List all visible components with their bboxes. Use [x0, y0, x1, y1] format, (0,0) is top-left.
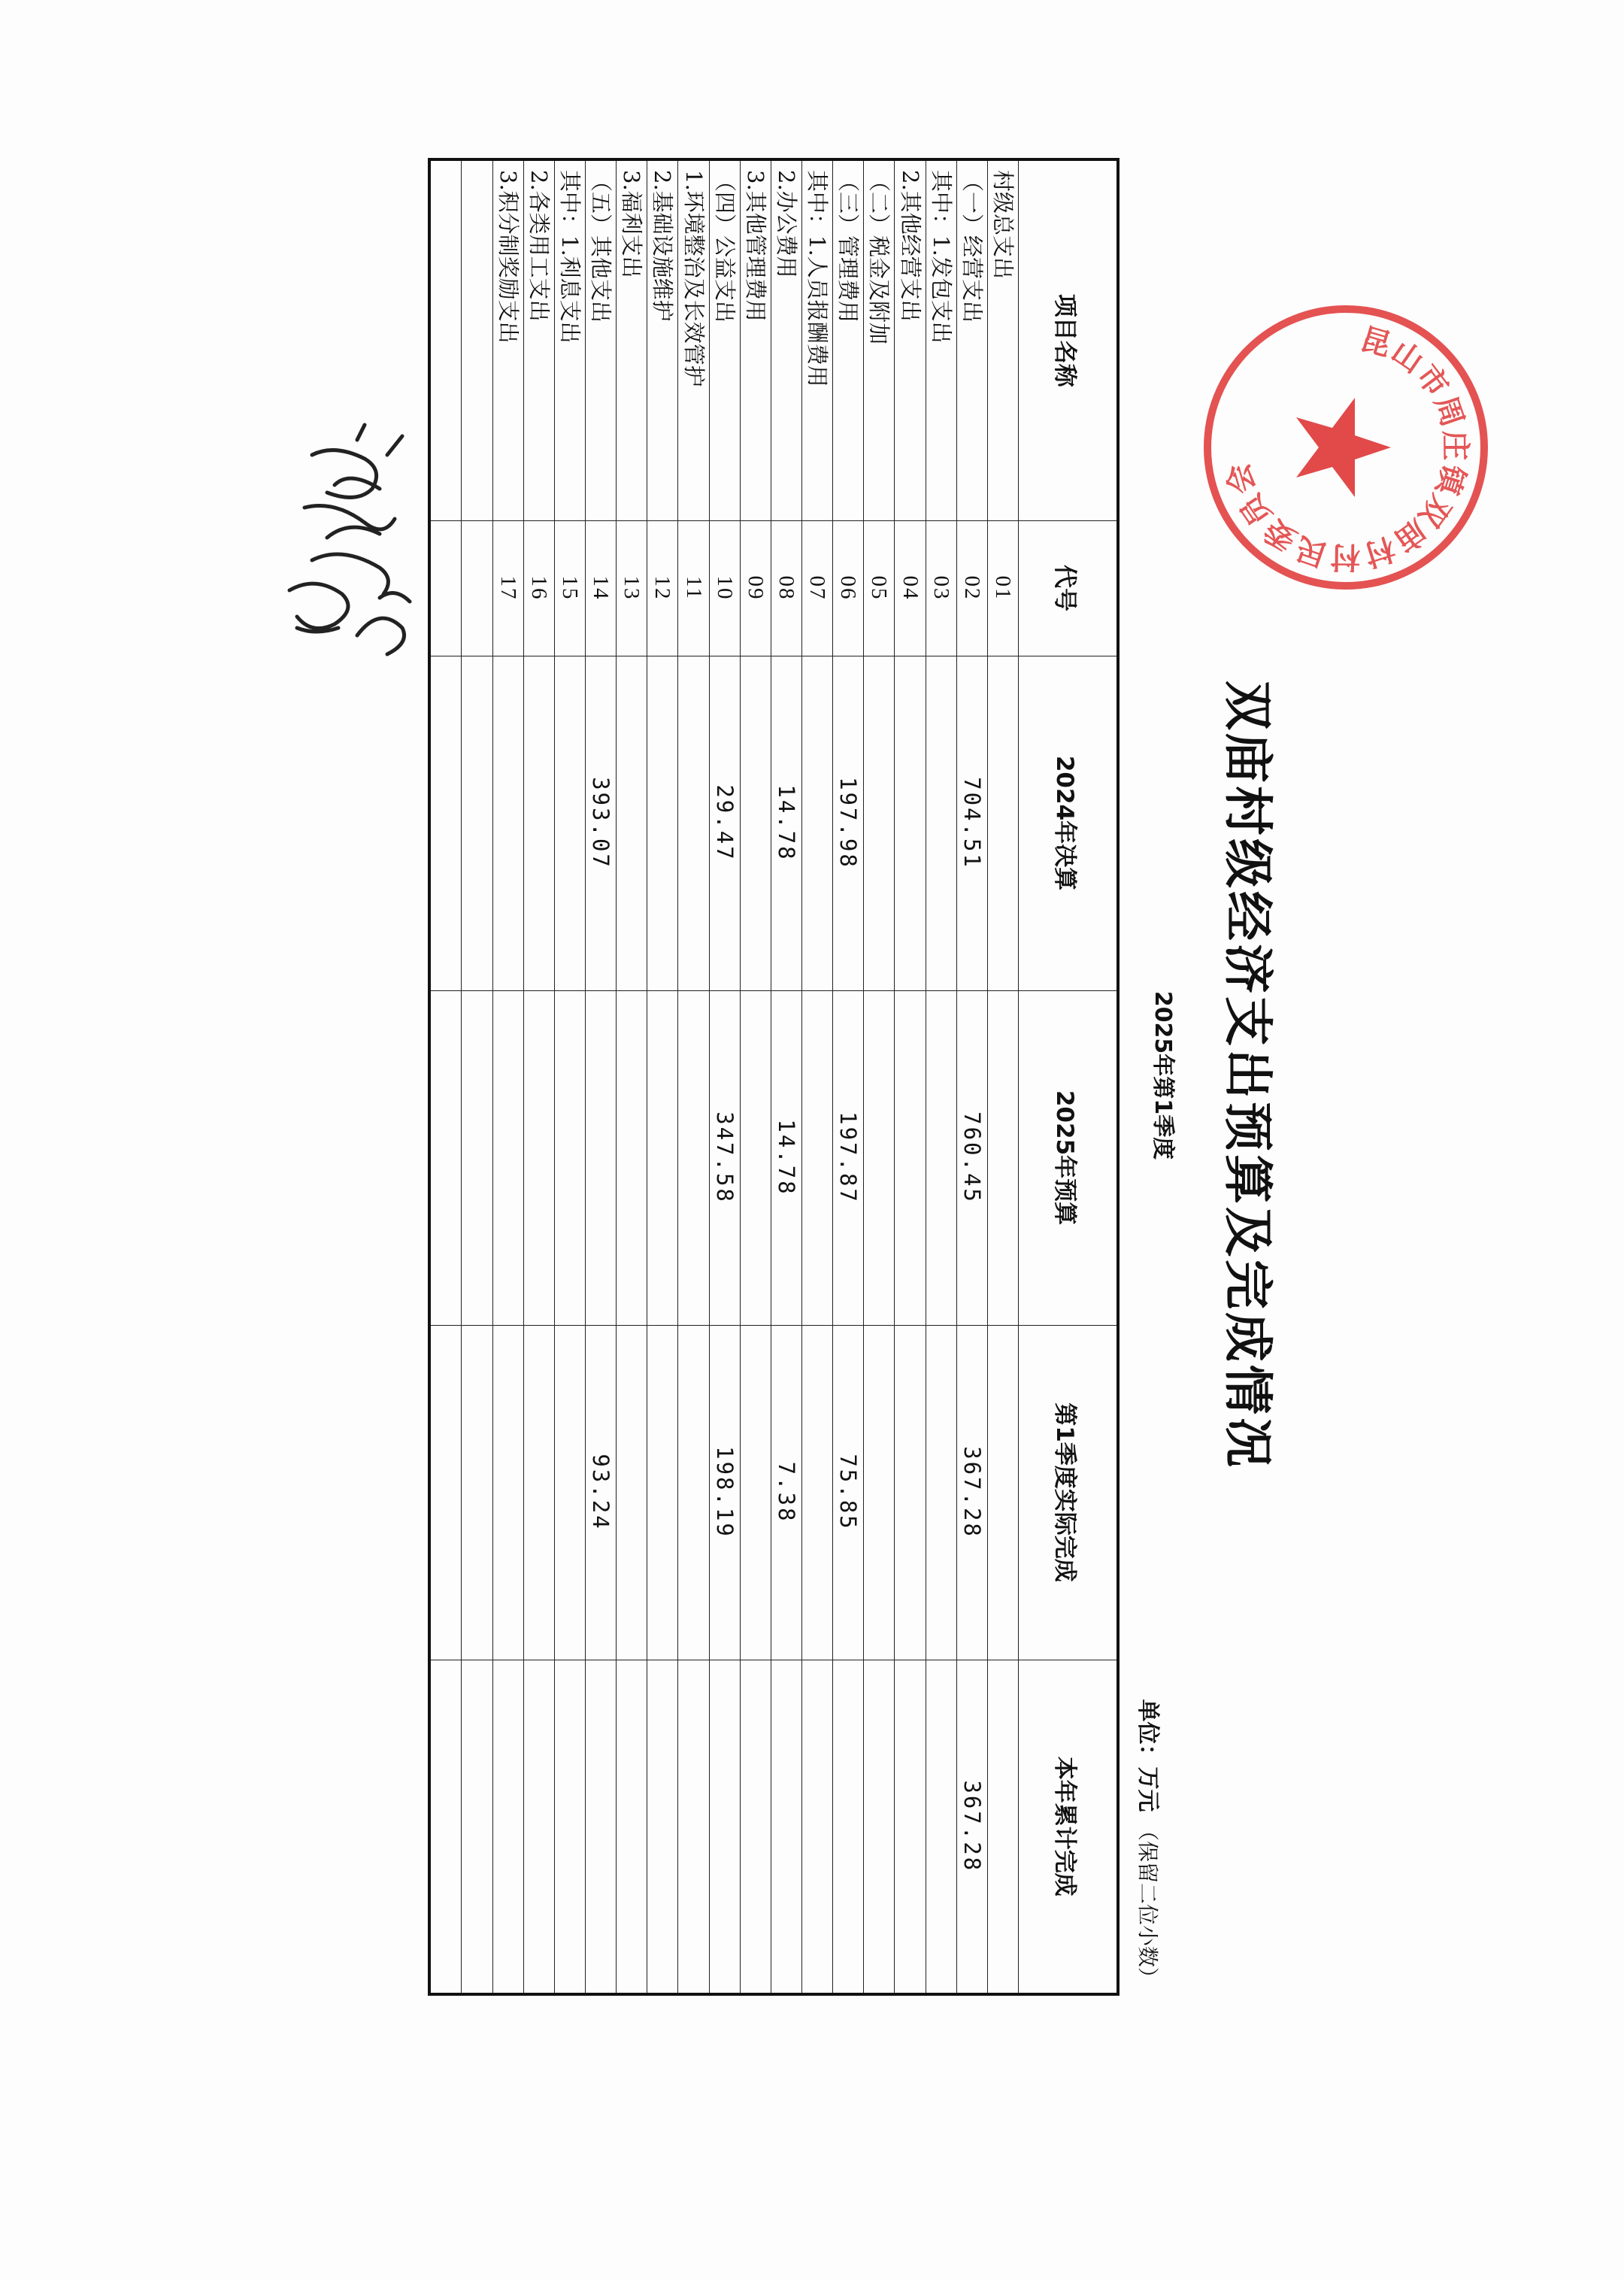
- cell-q1-actual: 198.19: [709, 1325, 740, 1660]
- cell-q1-actual: [554, 1325, 585, 1660]
- cell-name: 3.积分制奖励支出: [492, 159, 523, 520]
- cell-final-2024: [492, 656, 523, 990]
- table-row: [647, 159, 678, 1994]
- cell-name: 2.各类用工支出: [523, 159, 554, 520]
- table-row: [740, 159, 771, 1994]
- cell-code: 02: [956, 520, 987, 656]
- cell-code: 11: [678, 520, 709, 656]
- unit-note: （保留二位小数）: [1135, 1819, 1160, 1988]
- cell-code: 08: [771, 520, 801, 656]
- cell-code: 01: [987, 520, 1018, 656]
- cell-budget-2025: [864, 990, 895, 1325]
- cell-ytd: [833, 1660, 864, 1994]
- cell-q1-actual: [647, 1325, 678, 1660]
- cell-final-2024: [429, 656, 462, 990]
- cell-ytd: [554, 1660, 585, 1994]
- cell-name: （三）管理费用: [833, 159, 864, 520]
- cell-final-2024: [864, 656, 895, 990]
- cell-budget-2025: [987, 990, 1018, 1325]
- cell-q1-actual: [926, 1325, 956, 1660]
- report-title: 双庙村级经济支出预算及完成情况: [1219, 681, 1277, 1470]
- cell-name: 3.其他管理费用: [740, 159, 771, 520]
- cell-budget-2025: 760.45: [956, 990, 987, 1325]
- table-row: [617, 159, 647, 1994]
- cell-q1-actual: [740, 1325, 771, 1660]
- cell-code: 14: [586, 520, 617, 656]
- cell-q1-actual: [523, 1325, 554, 1660]
- cell-code: [462, 520, 492, 656]
- cell-budget-2025: [523, 990, 554, 1325]
- report-period: 2025年第1季度: [1150, 990, 1176, 1160]
- table-row: [554, 159, 585, 1994]
- cell-name: （五）其他支出: [586, 159, 617, 520]
- cell-budget-2025: [429, 990, 462, 1325]
- cell-final-2024: 197.98: [833, 656, 864, 990]
- cell-ytd: [617, 1660, 647, 1994]
- table-header-row: [1019, 159, 1119, 1994]
- cell-final-2024: [926, 656, 956, 990]
- cell-final-2024: [617, 656, 647, 990]
- unit-label: [1125, 1699, 1170, 1988]
- table-row: [956, 159, 987, 1994]
- cell-name: 3.福利支出: [617, 159, 647, 520]
- cell-budget-2025: [895, 990, 926, 1325]
- cell-code: 12: [647, 520, 678, 656]
- cell-q1-actual: [492, 1325, 523, 1660]
- cell-code: 15: [554, 520, 585, 656]
- cell-budget-2025: [492, 990, 523, 1325]
- cell-q1-actual: [678, 1325, 709, 1660]
- cell-final-2024: [987, 656, 1018, 990]
- unit-text: 单位：万元: [1135, 1699, 1161, 1812]
- expenditure-table: [428, 158, 1120, 1996]
- cell-final-2024: [740, 656, 771, 990]
- cell-code: 05: [864, 520, 895, 656]
- cell-code: 07: [802, 520, 833, 656]
- cell-code: 10: [709, 520, 740, 656]
- cell-ytd: [709, 1660, 740, 1994]
- cell-budget-2025: [926, 990, 956, 1325]
- official-seal: [1195, 297, 1496, 598]
- cell-name: 其中：1.人员报酬费用: [802, 159, 833, 520]
- cell-name: （二）税金及附加: [864, 159, 895, 520]
- cell-ytd: [678, 1660, 709, 1994]
- cell-ytd: [740, 1660, 771, 1994]
- cell-budget-2025: 14.78: [771, 990, 801, 1325]
- cell-code: 03: [926, 520, 956, 656]
- table-body: [429, 159, 1019, 1994]
- header-name: 项目名称: [1019, 159, 1119, 520]
- cell-ytd: [895, 1660, 926, 1994]
- table-row: [709, 159, 740, 1994]
- cell-ytd: [462, 1660, 492, 1994]
- cell-final-2024: 14.78: [771, 656, 801, 990]
- cell-ytd: [523, 1660, 554, 1994]
- svg-text:昆山市周庄镇双庙村村民委员会: 昆山市周庄镇双庙村村民委员会: [1220, 321, 1473, 575]
- cell-code: 17: [492, 520, 523, 656]
- cell-q1-actual: [617, 1325, 647, 1660]
- cell-budget-2025: [554, 990, 585, 1325]
- cell-name: （四）公益支出: [709, 159, 740, 520]
- header-ytd: 本年累计完成: [1019, 1660, 1119, 1994]
- cell-name: 村级总支出: [987, 159, 1018, 520]
- cell-q1-actual: [462, 1325, 492, 1660]
- cell-ytd: [647, 1660, 678, 1994]
- table-row: [492, 159, 523, 1994]
- cell-q1-actual: [802, 1325, 833, 1660]
- cell-q1-actual: [429, 1325, 462, 1660]
- cell-name: 1.环境整治及长效管护: [678, 159, 709, 520]
- cell-q1-actual: 367.28: [956, 1325, 987, 1660]
- cell-budget-2025: 347.58: [709, 990, 740, 1325]
- cell-budget-2025: [802, 990, 833, 1325]
- cell-final-2024: [462, 656, 492, 990]
- header-code: 代号: [1019, 520, 1119, 656]
- cell-final-2024: [678, 656, 709, 990]
- cell-final-2024: [523, 656, 554, 990]
- rotated-report: [428, 158, 1304, 1993]
- cell-code: 13: [617, 520, 647, 656]
- table-row: [987, 159, 1018, 1994]
- header-q1-actual: 第1季度实际完成: [1019, 1325, 1119, 1660]
- cell-final-2024: 393.07: [586, 656, 617, 990]
- cell-final-2024: [895, 656, 926, 990]
- cell-q1-actual: [895, 1325, 926, 1660]
- cell-q1-actual: 93.24: [586, 1325, 617, 1660]
- cell-budget-2025: 197.87: [833, 990, 864, 1325]
- cell-ytd: [429, 1660, 462, 1994]
- cell-ytd: [987, 1660, 1018, 1994]
- cell-ytd: [926, 1660, 956, 1994]
- table-row: [678, 159, 709, 1994]
- cell-name: （一）经营支出: [956, 159, 987, 520]
- cell-ytd: [864, 1660, 895, 1994]
- cell-budget-2025: [678, 990, 709, 1325]
- table-row: [771, 159, 801, 1994]
- handwritten-signature: [267, 410, 440, 666]
- cell-q1-actual: 75.85: [833, 1325, 864, 1660]
- cell-budget-2025: [462, 990, 492, 1325]
- header-budget-2025: 2025年预算: [1019, 990, 1119, 1325]
- cell-ytd: 367.28: [956, 1660, 987, 1994]
- cell-code: 09: [740, 520, 771, 656]
- cell-final-2024: [647, 656, 678, 990]
- table-row: [864, 159, 895, 1994]
- cell-name: 2.其他经营支出: [895, 159, 926, 520]
- cell-budget-2025: [617, 990, 647, 1325]
- cell-code: 06: [833, 520, 864, 656]
- cell-ytd: [492, 1660, 523, 1994]
- cell-budget-2025: [740, 990, 771, 1325]
- cell-q1-actual: [864, 1325, 895, 1660]
- table-row: [586, 159, 617, 1994]
- cell-final-2024: 29.47: [709, 656, 740, 990]
- header-final-2024: 2024年决算: [1019, 656, 1119, 990]
- star-icon: [1296, 398, 1391, 497]
- cell-name: [462, 159, 492, 520]
- cell-name: 其中：1.利息支出: [554, 159, 585, 520]
- cell-ytd: [771, 1660, 801, 1994]
- cell-code: 04: [895, 520, 926, 656]
- cell-final-2024: 704.51: [956, 656, 987, 990]
- cell-final-2024: [554, 656, 585, 990]
- cell-q1-actual: 7.38: [771, 1325, 801, 1660]
- cell-name: 2.基础设施维护: [647, 159, 678, 520]
- seal-group: [1207, 309, 1484, 586]
- cell-budget-2025: [647, 990, 678, 1325]
- table-row: [802, 159, 833, 1994]
- table-row: [833, 159, 864, 1994]
- cell-final-2024: [802, 656, 833, 990]
- cell-name: 其中：1.发包支出: [926, 159, 956, 520]
- cell-q1-actual: [987, 1325, 1018, 1660]
- cell-code: 16: [523, 520, 554, 656]
- table-row: [523, 159, 554, 1994]
- cell-name: 2.办公费用: [771, 159, 801, 520]
- table-row: [895, 159, 926, 1994]
- cell-ytd: [586, 1660, 617, 1994]
- cell-budget-2025: [586, 990, 617, 1325]
- table-row: [462, 159, 492, 1994]
- cell-ytd: [802, 1660, 833, 1994]
- table-row: [926, 159, 956, 1994]
